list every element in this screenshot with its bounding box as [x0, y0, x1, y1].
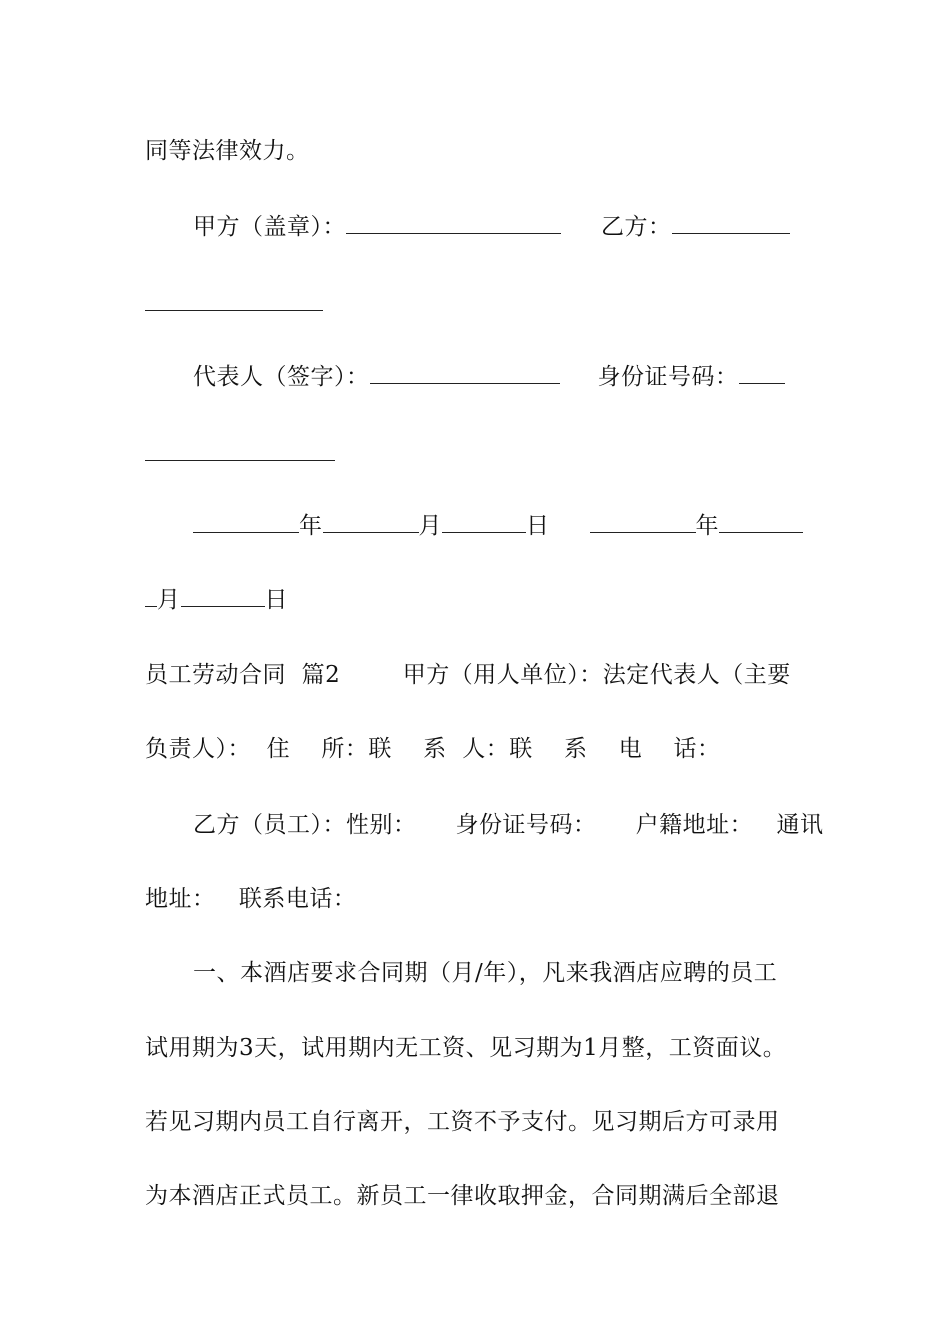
blank-line — [590, 512, 696, 533]
blank-line — [145, 586, 157, 607]
blank-line — [672, 213, 790, 234]
paragraph-line: 若见习期内员工自行离开，工资不予支付。见习期后方可录用 — [145, 1109, 780, 1135]
blank-line — [442, 512, 526, 533]
blank-line — [719, 512, 803, 533]
paragraph-line: 为本酒店正式员工。新员工一律收取押金，合同期满后全部退 — [145, 1183, 780, 1209]
day-label: 日 — [264, 587, 288, 613]
text-line: 乙方（员工）：性别： 身份证号码： 户籍地址： 通讯 — [193, 812, 824, 838]
blank-line — [739, 363, 785, 384]
blank-line — [145, 460, 335, 461]
blank-line — [323, 512, 419, 533]
text-line: 负责人）： 住 所：联 系 人：联 系 电 话： — [145, 736, 721, 762]
blank-line — [145, 310, 323, 311]
representative-label: 代表人（签字）： — [193, 364, 370, 390]
day-label: 日 — [526, 513, 550, 539]
party-b-label: 乙方： — [601, 214, 672, 240]
signature-representative — [193, 362, 785, 392]
year-label: 年 — [695, 513, 719, 539]
blank-line — [346, 213, 561, 234]
date-line-cont — [145, 585, 288, 615]
month-label: 月 — [418, 513, 442, 539]
blank-line — [193, 512, 299, 533]
text-line: 同等法律效力。 — [145, 138, 310, 164]
party-a-label: 甲方（盖章）： — [193, 214, 346, 240]
month-label: 月 — [157, 587, 181, 613]
blank-line — [370, 363, 560, 384]
year-label: 年 — [299, 513, 323, 539]
paragraph-line: 一、本酒店要求合同期（月/年），凡来我酒店应聘的员工 — [193, 960, 778, 986]
text-line: 地址： 联系电话： — [145, 886, 357, 912]
id-number-label: 身份证号码： — [597, 364, 739, 390]
paragraph-line: 试用期为3天，试用期内无工资、见习期为1月整，工资面议。 — [145, 1035, 787, 1061]
section-heading: 员工劳动合同 篇2 甲方（用人单位）：法定代表人（主要 — [145, 662, 791, 688]
blank-line — [181, 586, 265, 607]
date-line — [193, 511, 803, 541]
signature-party-a — [193, 212, 790, 242]
